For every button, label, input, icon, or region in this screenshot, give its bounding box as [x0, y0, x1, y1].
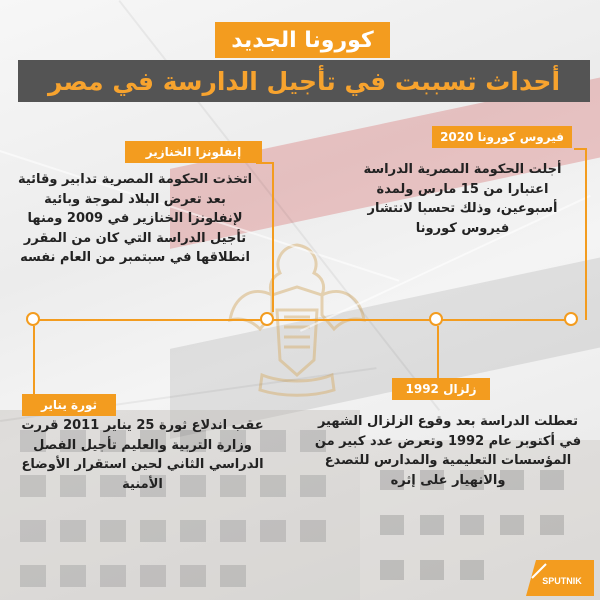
- event-label-swine-flu: إنفلونزا الخنازير: [125, 141, 262, 163]
- logo-text: SPUTNIK: [542, 576, 582, 586]
- event-text-january-revolution: عقب اندلاع ثورة 25 يناير 2011 قررت وزارة التربية والعليم تأجيل الفصل الدراسي الثاني لحين استقرار الأوضاع الأمنية: [21, 418, 264, 492]
- timeline-connector: [272, 162, 274, 312]
- header-kicker: كورونا الجديد: [215, 22, 390, 58]
- timeline-connector: [33, 326, 35, 404]
- timeline-dot: [429, 312, 443, 326]
- timeline-dot: [260, 312, 274, 326]
- timeline-connector: [585, 148, 587, 320]
- event-label-coronavirus: فيروس كورونا 2020: [432, 126, 572, 148]
- sputnik-logo-icon: [522, 556, 594, 596]
- event-label-earthquake: زلزال 1992: [392, 378, 490, 400]
- event-text-swine-flu: اتخذت الحكومة المصرية تدابير وقائية بعد تعرض البلاد لموجة وبائية لإنفلونزا الخنازير في 2009 ومنها تأجيل الدراسة التي كان من المقرر انطلاقها في سبتمبر من العام نفسه: [17, 172, 253, 265]
- timeline-dot: [26, 312, 40, 326]
- event-label-january-revolution: ثورة يناير: [22, 394, 116, 416]
- timeline-main-line: [33, 319, 569, 321]
- event-text-coronavirus: أجلت الحكومة المصرية الدراسة اعتبارا من 15 مارس ولمدة أسبوعين، وذلك تحسبا لانتشار فيروس كورونا: [363, 162, 562, 236]
- timeline-dot: [564, 312, 578, 326]
- event-text-earthquake: تعطلت الدراسة بعد وقوع الزلزال الشهير في أكتوبر عام 1992 وتعرض عدد كبير من المؤسسات التعليمية والمدارس للتصدع والانهيار على إثره: [314, 414, 582, 488]
- timeline-connector: [574, 148, 587, 150]
- page-title: أحداث تسببت في تأجيل الدارسة في مصر: [18, 60, 590, 102]
